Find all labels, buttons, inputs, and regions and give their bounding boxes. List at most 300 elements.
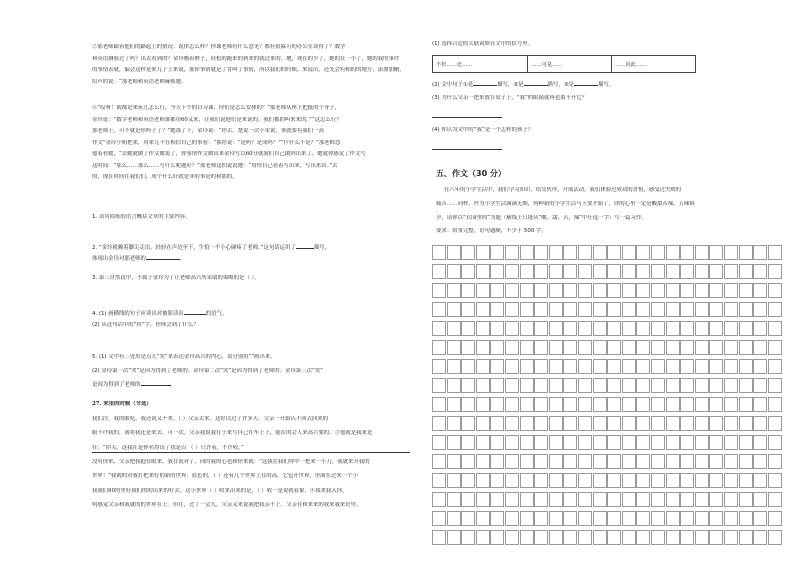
grid-cell[interactable] (636, 435, 650, 450)
grid-cell[interactable] (534, 511, 548, 526)
grid-cell[interactable] (534, 492, 548, 507)
grid-cell[interactable] (593, 378, 607, 393)
grid-cell[interactable] (447, 416, 461, 431)
grid-cell[interactable] (739, 264, 753, 279)
grid-cell[interactable] (534, 454, 548, 469)
grid-cell[interactable] (447, 378, 461, 393)
grid-cell[interactable] (695, 264, 709, 279)
grid-cell[interactable] (476, 245, 490, 260)
grid-cell[interactable] (651, 302, 665, 317)
grid-cell[interactable] (520, 359, 534, 374)
grid-cell[interactable] (709, 264, 723, 279)
grid-cell[interactable] (739, 302, 753, 317)
grid-cell[interactable] (636, 378, 650, 393)
grid-cell[interactable] (563, 378, 577, 393)
grid-cell[interactable] (739, 283, 753, 298)
grid-cell[interactable] (636, 492, 650, 507)
grid-cell[interactable] (490, 473, 504, 488)
grid-cell[interactable] (505, 245, 519, 260)
grid-cell[interactable] (549, 264, 563, 279)
grid-cell[interactable] (520, 283, 534, 298)
connective-cell[interactable]: 不但……还…… (433, 56, 528, 73)
grid-cell[interactable] (593, 473, 607, 488)
grid-cell[interactable] (724, 283, 738, 298)
grid-cell[interactable] (447, 435, 461, 450)
grid-cell[interactable] (724, 492, 738, 507)
grid-cell[interactable] (636, 302, 650, 317)
grid-cell[interactable] (709, 511, 723, 526)
grid-cell[interactable] (622, 283, 636, 298)
grid-cell[interactable] (563, 435, 577, 450)
grid-cell[interactable] (680, 378, 694, 393)
grid-cell[interactable] (709, 530, 723, 545)
grid-cell[interactable] (476, 359, 490, 374)
grid-cell[interactable] (666, 435, 680, 450)
grid-cell[interactable] (607, 359, 621, 374)
grid-cell[interactable] (753, 435, 767, 450)
grid-cell[interactable] (622, 340, 636, 355)
grid-cell[interactable] (593, 435, 607, 450)
grid-cell[interactable] (666, 264, 680, 279)
grid-cell[interactable] (578, 264, 592, 279)
grid-cell[interactable] (680, 397, 694, 412)
grid-cell[interactable] (534, 283, 548, 298)
grid-cell[interactable] (563, 416, 577, 431)
grid-cell[interactable] (607, 340, 621, 355)
grid-cell[interactable] (739, 245, 753, 260)
grid-cell[interactable] (505, 302, 519, 317)
grid-cell[interactable] (520, 435, 534, 450)
grid-cell[interactable] (593, 302, 607, 317)
grid-cell[interactable] (753, 530, 767, 545)
grid-cell[interactable] (432, 492, 446, 507)
grid-cell[interactable] (753, 264, 767, 279)
grid-cell[interactable] (622, 454, 636, 469)
grid-cell[interactable] (461, 397, 475, 412)
answer-blank[interactable] (296, 243, 314, 249)
grid-cell[interactable] (578, 302, 592, 317)
grid-cell[interactable] (709, 454, 723, 469)
grid-cell[interactable] (432, 397, 446, 412)
grid-cell[interactable] (578, 530, 592, 545)
grid-cell[interactable] (739, 473, 753, 488)
grid-cell[interactable] (476, 454, 490, 469)
grid-cell[interactable] (520, 378, 534, 393)
grid-cell[interactable] (724, 378, 738, 393)
grid-cell[interactable] (768, 340, 782, 355)
grid-cell[interactable] (607, 397, 621, 412)
grid-cell[interactable] (520, 264, 534, 279)
grid-cell[interactable] (695, 473, 709, 488)
grid-cell[interactable] (651, 435, 665, 450)
grid-cell[interactable] (753, 397, 767, 412)
grid-cell[interactable] (622, 359, 636, 374)
grid-cell[interactable] (622, 511, 636, 526)
grid-cell[interactable] (505, 416, 519, 431)
grid-cell[interactable] (695, 321, 709, 336)
grid-cell[interactable] (666, 321, 680, 336)
grid-cell[interactable] (432, 530, 446, 545)
grid-cell[interactable] (622, 397, 636, 412)
grid-cell[interactable] (651, 397, 665, 412)
grid-cell[interactable] (724, 473, 738, 488)
grid-cell[interactable] (549, 321, 563, 336)
grid-cell[interactable] (490, 435, 504, 450)
grid-cell[interactable] (753, 473, 767, 488)
grid-cell[interactable] (695, 435, 709, 450)
grid-cell[interactable] (724, 416, 738, 431)
grid-cell[interactable] (636, 416, 650, 431)
grid-cell[interactable] (447, 302, 461, 317)
connective-cell[interactable]: ……因此…… (612, 56, 696, 73)
grid-cell[interactable] (432, 283, 446, 298)
grid-cell[interactable] (651, 473, 665, 488)
grid-cell[interactable] (490, 359, 504, 374)
grid-cell[interactable] (666, 340, 680, 355)
grid-cell[interactable] (666, 378, 680, 393)
grid-cell[interactable] (651, 264, 665, 279)
grid-cell[interactable] (461, 454, 475, 469)
grid-cell[interactable] (666, 302, 680, 317)
answer-blank[interactable] (574, 80, 598, 86)
grid-cell[interactable] (651, 245, 665, 260)
answer-blank[interactable] (524, 80, 548, 86)
grid-cell[interactable] (622, 492, 636, 507)
grid-cell[interactable] (593, 283, 607, 298)
grid-cell[interactable] (563, 283, 577, 298)
grid-cell[interactable] (695, 302, 709, 317)
grid-cell[interactable] (490, 264, 504, 279)
grid-cell[interactable] (447, 245, 461, 260)
grid-cell[interactable] (505, 397, 519, 412)
answer-blank[interactable] (473, 80, 497, 86)
grid-cell[interactable] (753, 359, 767, 374)
grid-cell[interactable] (622, 378, 636, 393)
answer-blank[interactable] (141, 380, 171, 386)
grid-cell[interactable] (607, 473, 621, 488)
grid-cell[interactable] (622, 245, 636, 260)
grid-cell[interactable] (476, 321, 490, 336)
grid-cell[interactable] (709, 283, 723, 298)
grid-cell[interactable] (739, 530, 753, 545)
grid-cell[interactable] (724, 302, 738, 317)
grid-cell[interactable] (432, 302, 446, 317)
grid-cell[interactable] (549, 454, 563, 469)
grid-cell[interactable] (768, 397, 782, 412)
grid-cell[interactable] (739, 492, 753, 507)
grid-cell[interactable] (476, 340, 490, 355)
grid-cell[interactable] (461, 302, 475, 317)
grid-cell[interactable] (563, 454, 577, 469)
grid-cell[interactable] (768, 492, 782, 507)
grid-cell[interactable] (461, 492, 475, 507)
grid-cell[interactable] (607, 302, 621, 317)
grid-cell[interactable] (768, 378, 782, 393)
grid-cell[interactable] (578, 245, 592, 260)
grid-cell[interactable] (520, 397, 534, 412)
grid-cell[interactable] (520, 302, 534, 317)
grid-cell[interactable] (563, 492, 577, 507)
grid-cell[interactable] (520, 321, 534, 336)
grid-cell[interactable] (432, 340, 446, 355)
grid-cell[interactable] (739, 435, 753, 450)
grid-cell[interactable] (607, 378, 621, 393)
grid-cell[interactable] (695, 511, 709, 526)
grid-cell[interactable] (768, 283, 782, 298)
answer-line[interactable] (432, 149, 502, 150)
grid-cell[interactable] (739, 416, 753, 431)
grid-cell[interactable] (505, 264, 519, 279)
grid-cell[interactable] (695, 397, 709, 412)
grid-cell[interactable] (666, 283, 680, 298)
grid-cell[interactable] (447, 530, 461, 545)
grid-cell[interactable] (549, 378, 563, 393)
grid-cell[interactable] (680, 321, 694, 336)
grid-cell[interactable] (476, 511, 490, 526)
grid-cell[interactable] (753, 492, 767, 507)
grid-cell[interactable] (680, 530, 694, 545)
grid-cell[interactable] (563, 359, 577, 374)
grid-cell[interactable] (753, 321, 767, 336)
grid-cell[interactable] (695, 416, 709, 431)
grid-cell[interactable] (607, 416, 621, 431)
grid-cell[interactable] (461, 435, 475, 450)
grid-cell[interactable] (724, 321, 738, 336)
grid-cell[interactable] (739, 511, 753, 526)
grid-cell[interactable] (709, 397, 723, 412)
grid-cell[interactable] (534, 264, 548, 279)
grid-cell[interactable] (768, 473, 782, 488)
grid-cell[interactable] (563, 530, 577, 545)
grid-cell[interactable] (447, 492, 461, 507)
grid-cell[interactable] (578, 283, 592, 298)
grid-cell[interactable] (476, 378, 490, 393)
grid-cell[interactable] (490, 416, 504, 431)
grid-cell[interactable] (593, 359, 607, 374)
grid-cell[interactable] (739, 321, 753, 336)
grid-cell[interactable] (593, 321, 607, 336)
grid-cell[interactable] (563, 321, 577, 336)
grid-cell[interactable] (709, 416, 723, 431)
grid-cell[interactable] (432, 454, 446, 469)
grid-cell[interactable] (520, 245, 534, 260)
grid-cell[interactable] (534, 416, 548, 431)
grid-cell[interactable] (447, 321, 461, 336)
grid-cell[interactable] (490, 245, 504, 260)
grid-cell[interactable] (680, 264, 694, 279)
grid-cell[interactable] (432, 264, 446, 279)
grid-cell[interactable] (490, 397, 504, 412)
grid-cell[interactable] (680, 340, 694, 355)
grid-cell[interactable] (709, 473, 723, 488)
grid-cell[interactable] (447, 340, 461, 355)
grid-cell[interactable] (724, 435, 738, 450)
grid-cell[interactable] (651, 283, 665, 298)
grid-cell[interactable] (432, 321, 446, 336)
grid-cell[interactable] (534, 397, 548, 412)
grid-cell[interactable] (709, 359, 723, 374)
grid-cell[interactable] (636, 359, 650, 374)
grid-cell[interactable] (490, 321, 504, 336)
grid-cell[interactable] (461, 321, 475, 336)
grid-cell[interactable] (607, 530, 621, 545)
grid-cell[interactable] (476, 397, 490, 412)
grid-cell[interactable] (563, 397, 577, 412)
grid-cell[interactable] (666, 359, 680, 374)
grid-cell[interactable] (768, 454, 782, 469)
grid-cell[interactable] (563, 511, 577, 526)
grid-cell[interactable] (622, 264, 636, 279)
grid-cell[interactable] (622, 473, 636, 488)
grid-cell[interactable] (695, 359, 709, 374)
grid-cell[interactable] (461, 359, 475, 374)
grid-cell[interactable] (695, 340, 709, 355)
grid-cell[interactable] (490, 283, 504, 298)
grid-cell[interactable] (476, 492, 490, 507)
grid-cell[interactable] (593, 397, 607, 412)
grid-cell[interactable] (666, 454, 680, 469)
grid-cell[interactable] (607, 492, 621, 507)
answer-blank[interactable] (146, 254, 180, 260)
grid-cell[interactable] (768, 302, 782, 317)
grid-cell[interactable] (651, 454, 665, 469)
grid-cell[interactable] (505, 492, 519, 507)
grid-cell[interactable] (447, 264, 461, 279)
grid-cell[interactable] (578, 340, 592, 355)
grid-cell[interactable] (534, 435, 548, 450)
grid-cell[interactable] (739, 378, 753, 393)
grid-cell[interactable] (622, 321, 636, 336)
grid-cell[interactable] (651, 378, 665, 393)
grid-cell[interactable] (549, 511, 563, 526)
grid-cell[interactable] (549, 416, 563, 431)
grid-cell[interactable] (753, 340, 767, 355)
grid-cell[interactable] (753, 283, 767, 298)
grid-cell[interactable] (724, 359, 738, 374)
grid-cell[interactable] (432, 245, 446, 260)
grid-cell[interactable] (490, 511, 504, 526)
grid-cell[interactable] (607, 435, 621, 450)
grid-cell[interactable] (520, 492, 534, 507)
grid-cell[interactable] (593, 511, 607, 526)
grid-cell[interactable] (476, 264, 490, 279)
grid-cell[interactable] (549, 492, 563, 507)
grid-cell[interactable] (447, 359, 461, 374)
grid-cell[interactable] (724, 264, 738, 279)
grid-cell[interactable] (520, 454, 534, 469)
grid-cell[interactable] (622, 435, 636, 450)
grid-cell[interactable] (768, 530, 782, 545)
grid-cell[interactable] (549, 340, 563, 355)
grid-cell[interactable] (432, 378, 446, 393)
grid-cell[interactable] (739, 340, 753, 355)
grid-cell[interactable] (724, 511, 738, 526)
grid-cell[interactable] (739, 454, 753, 469)
grid-cell[interactable] (520, 511, 534, 526)
grid-cell[interactable] (695, 454, 709, 469)
grid-cell[interactable] (520, 416, 534, 431)
grid-cell[interactable] (739, 359, 753, 374)
grid-cell[interactable] (695, 378, 709, 393)
grid-cell[interactable] (563, 340, 577, 355)
grid-cell[interactable] (651, 511, 665, 526)
grid-cell[interactable] (607, 245, 621, 260)
grid-cell[interactable] (753, 511, 767, 526)
grid-cell[interactable] (563, 245, 577, 260)
grid-cell[interactable] (505, 378, 519, 393)
grid-cell[interactable] (651, 530, 665, 545)
grid-cell[interactable] (534, 378, 548, 393)
grid-cell[interactable] (520, 340, 534, 355)
grid-cell[interactable] (505, 283, 519, 298)
grid-cell[interactable] (753, 378, 767, 393)
grid-cell[interactable] (490, 492, 504, 507)
grid-cell[interactable] (695, 492, 709, 507)
grid-cell[interactable] (651, 359, 665, 374)
grid-cell[interactable] (680, 283, 694, 298)
grid-cell[interactable] (461, 378, 475, 393)
grid-cell[interactable] (432, 359, 446, 374)
grid-cell[interactable] (593, 492, 607, 507)
grid-cell[interactable] (549, 435, 563, 450)
grid-cell[interactable] (447, 473, 461, 488)
grid-cell[interactable] (593, 264, 607, 279)
grid-cell[interactable] (768, 511, 782, 526)
grid-cell[interactable] (549, 302, 563, 317)
grid-cell[interactable] (563, 302, 577, 317)
answer-blank[interactable] (184, 309, 206, 315)
grid-cell[interactable] (549, 359, 563, 374)
grid-cell[interactable] (549, 283, 563, 298)
grid-cell[interactable] (768, 359, 782, 374)
grid-cell[interactable] (651, 492, 665, 507)
grid-cell[interactable] (505, 530, 519, 545)
grid-cell[interactable] (578, 359, 592, 374)
grid-cell[interactable] (476, 302, 490, 317)
grid-cell[interactable] (753, 245, 767, 260)
grid-cell[interactable] (680, 473, 694, 488)
grid-cell[interactable] (578, 492, 592, 507)
grid-cell[interactable] (432, 416, 446, 431)
grid-cell[interactable] (636, 340, 650, 355)
grid-cell[interactable] (768, 245, 782, 260)
grid-cell[interactable] (476, 473, 490, 488)
grid-cell[interactable] (447, 511, 461, 526)
grid-cell[interactable] (607, 454, 621, 469)
grid-cell[interactable] (724, 245, 738, 260)
grid-cell[interactable] (505, 359, 519, 374)
grid-cell[interactable] (578, 378, 592, 393)
grid-cell[interactable] (680, 302, 694, 317)
grid-cell[interactable] (490, 302, 504, 317)
grid-cell[interactable] (753, 416, 767, 431)
grid-cell[interactable] (709, 245, 723, 260)
grid-cell[interactable] (432, 511, 446, 526)
grid-cell[interactable] (651, 340, 665, 355)
grid-cell[interactable] (534, 530, 548, 545)
grid-cell[interactable] (476, 283, 490, 298)
grid-cell[interactable] (505, 435, 519, 450)
grid-cell[interactable] (490, 530, 504, 545)
grid-cell[interactable] (622, 302, 636, 317)
grid-cell[interactable] (476, 530, 490, 545)
grid-cell[interactable] (636, 283, 650, 298)
grid-cell[interactable] (666, 530, 680, 545)
grid-cell[interactable] (768, 435, 782, 450)
grid-cell[interactable] (680, 492, 694, 507)
grid-cell[interactable] (636, 473, 650, 488)
grid-cell[interactable] (709, 435, 723, 450)
